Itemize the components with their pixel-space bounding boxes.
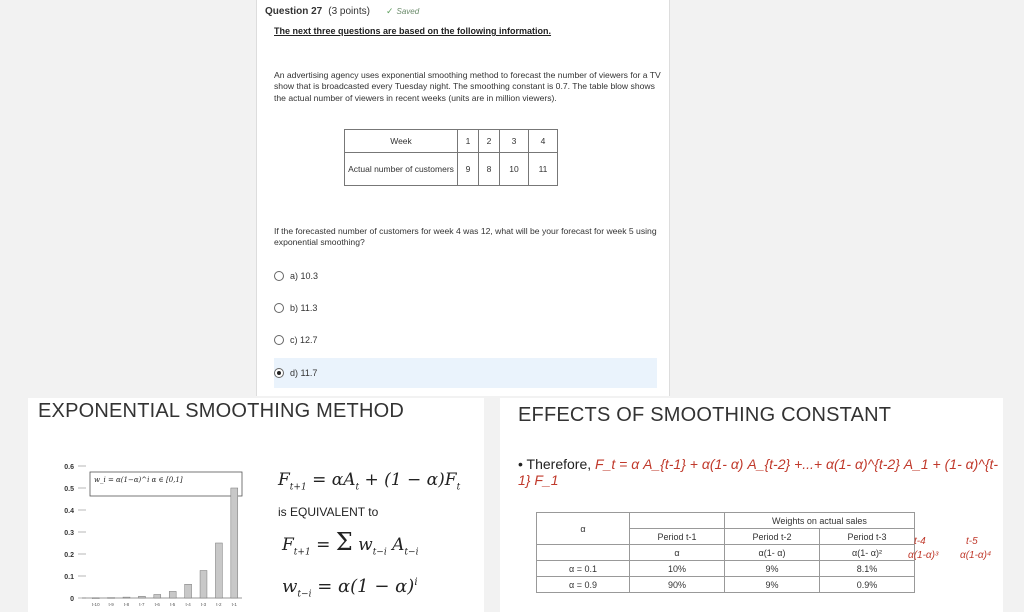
bar-t-7 <box>138 596 145 598</box>
table-cell: 1 <box>458 130 479 153</box>
table-cell: 2 <box>479 130 500 153</box>
option-label: b) 11.3 <box>290 303 318 313</box>
x-tick-label: t-2 <box>216 602 222 607</box>
slide-title: EFFECTS OF SMOOTHING CONSTANT <box>518 404 892 426</box>
formula-weight: $w_{t-i} = \alpha(1 - \alpha)^i$ <box>282 576 418 600</box>
x-tick-label: t-7 <box>139 602 145 607</box>
question-header <box>265 6 419 17</box>
bar-t-4 <box>185 584 192 598</box>
therefore-label: • Therefore, <box>518 456 592 472</box>
radio-button[interactable] <box>274 303 284 313</box>
table-cell: 3 <box>500 130 529 153</box>
table-row <box>345 130 558 153</box>
question-panel <box>256 0 670 396</box>
option-label: c) 12.7 <box>290 335 318 345</box>
formula-recursive: $F_{t+1} = \alpha A_t + (1 - \alpha)F_t$ <box>278 470 461 493</box>
radio-button[interactable] <box>274 335 284 345</box>
table-row <box>537 513 915 529</box>
table-cell: α = 0.9 <box>537 577 630 593</box>
handwritten-note: t-5 <box>966 536 978 547</box>
y-tick-label: 0.4 <box>64 508 74 515</box>
option-b[interactable] <box>274 293 657 323</box>
x-tick-label: t-4 <box>185 602 191 607</box>
table-cell: 10 <box>500 153 529 186</box>
y-tick-label: 0.3 <box>64 530 74 537</box>
table-cell: 4 <box>529 130 558 153</box>
slide-exponential-smoothing <box>28 398 484 612</box>
table-cell: 0.9% <box>820 577 915 593</box>
table-cell: 90% <box>630 577 725 593</box>
y-tick-label: 0.2 <box>64 552 74 559</box>
saved-status <box>386 6 419 17</box>
x-tick-label: t-10 <box>91 602 100 607</box>
table-row <box>345 153 558 186</box>
viewers-table <box>344 129 558 186</box>
period-header: Period t-1 <box>630 529 725 545</box>
y-tick-label: 0.5 <box>64 486 74 493</box>
radio-button[interactable] <box>274 271 284 281</box>
x-tick-label: t-3 <box>200 602 207 607</box>
formula-sum: $F_{t+1} = \Sigma$ $w_{t-i}$ $A_{t-i}$ <box>282 528 419 558</box>
table-cell: 8 <box>479 153 500 186</box>
x-tick-label: t-9 <box>108 602 114 607</box>
therefore-formula: F_t = α A_{t-1} + α(1- α) A_{t-2} +...+ α(1- α)^{t-2} A_1 + (1- α)^{t-1} F_1 <box>518 456 999 488</box>
table-cell: 9% <box>725 561 820 577</box>
period-header: Period t-2 <box>725 529 820 545</box>
table-row <box>537 577 915 593</box>
table-cell: α(1- α)² <box>820 545 915 561</box>
chart-formula: w_i = α(1−α)^i α ∈ [0,1] <box>94 476 183 484</box>
weights-chart <box>58 460 258 610</box>
slide-effects-smoothing <box>500 398 1003 612</box>
table-cell: α = 0.1 <box>537 561 630 577</box>
week-header: Week <box>345 130 458 153</box>
option-c[interactable] <box>274 325 657 355</box>
bar-t-5 <box>169 591 176 598</box>
alpha-header: α <box>537 513 630 545</box>
equivalent-text: is EQUIVALENT to <box>278 505 379 519</box>
therefore-line <box>518 456 1003 488</box>
y-tick-label: 0 <box>70 596 74 603</box>
bar-t-6 <box>154 594 161 598</box>
table-row <box>537 545 915 561</box>
question-points: (3 points) <box>328 6 370 17</box>
x-tick-label: t-5 <box>170 602 176 607</box>
table-cell: α <box>630 545 725 561</box>
bar-t-3 <box>200 571 207 599</box>
bar-t-1 <box>231 488 238 598</box>
weights-table <box>536 512 915 593</box>
saved-label: Saved <box>396 7 420 16</box>
bar-t-9 <box>108 598 115 599</box>
group-header: Weights on actual sales <box>725 513 915 529</box>
question-paragraph: An advertising agency uses exponential smoothing method to forecast the number of viewers for a TV show that is broadcasted every Tuesday night. The smoothing constant is 0.7. The table blow shows the actual number of viewers in recent weeks (units are in million viewers). <box>274 70 661 103</box>
option-d[interactable] <box>274 358 657 388</box>
y-tick-label: 0.6 <box>64 464 74 471</box>
question-prompt: If the forecasted number of customers for week 4 was 12, what will be your forecast for week 5 using exponential smoothing? <box>274 226 657 248</box>
period-header: Period t-3 <box>820 529 915 545</box>
handwritten-note: t-4 <box>914 536 926 547</box>
bar-t-2 <box>215 543 222 598</box>
table-cell: α(1- α) <box>725 545 820 561</box>
x-tick-label: t-1 <box>231 602 237 607</box>
bar-t-8 <box>123 597 130 598</box>
option-a[interactable] <box>274 261 657 291</box>
table-cell: 11 <box>529 153 558 186</box>
bar-t-10 <box>92 598 99 599</box>
table-cell: 9 <box>458 153 479 186</box>
check-icon: ✓ <box>385 6 394 16</box>
actual-header: Actual number of customers <box>345 153 458 186</box>
radio-button-selected[interactable] <box>274 368 284 378</box>
x-tick-label: t-6 <box>154 602 160 607</box>
table-cell: 9% <box>725 577 820 593</box>
table-cell: 8.1% <box>820 561 915 577</box>
question-title: Question 27 <box>265 6 323 17</box>
handwritten-note: α(1-α)⁴ <box>960 550 992 561</box>
x-tick-label: t-8 <box>123 602 130 607</box>
slide-title: EXPONENTIAL SMOOTHING METHOD <box>38 400 405 422</box>
question-intro: The next three questions are based on the following information. <box>274 26 552 36</box>
option-label: d) 11.7 <box>290 368 318 378</box>
option-label: a) 10.3 <box>290 271 319 281</box>
handwritten-note: α(1-α)³ <box>908 550 939 561</box>
table-row <box>537 561 915 577</box>
y-tick-label: 0.1 <box>64 574 74 581</box>
table-cell: 10% <box>630 561 725 577</box>
